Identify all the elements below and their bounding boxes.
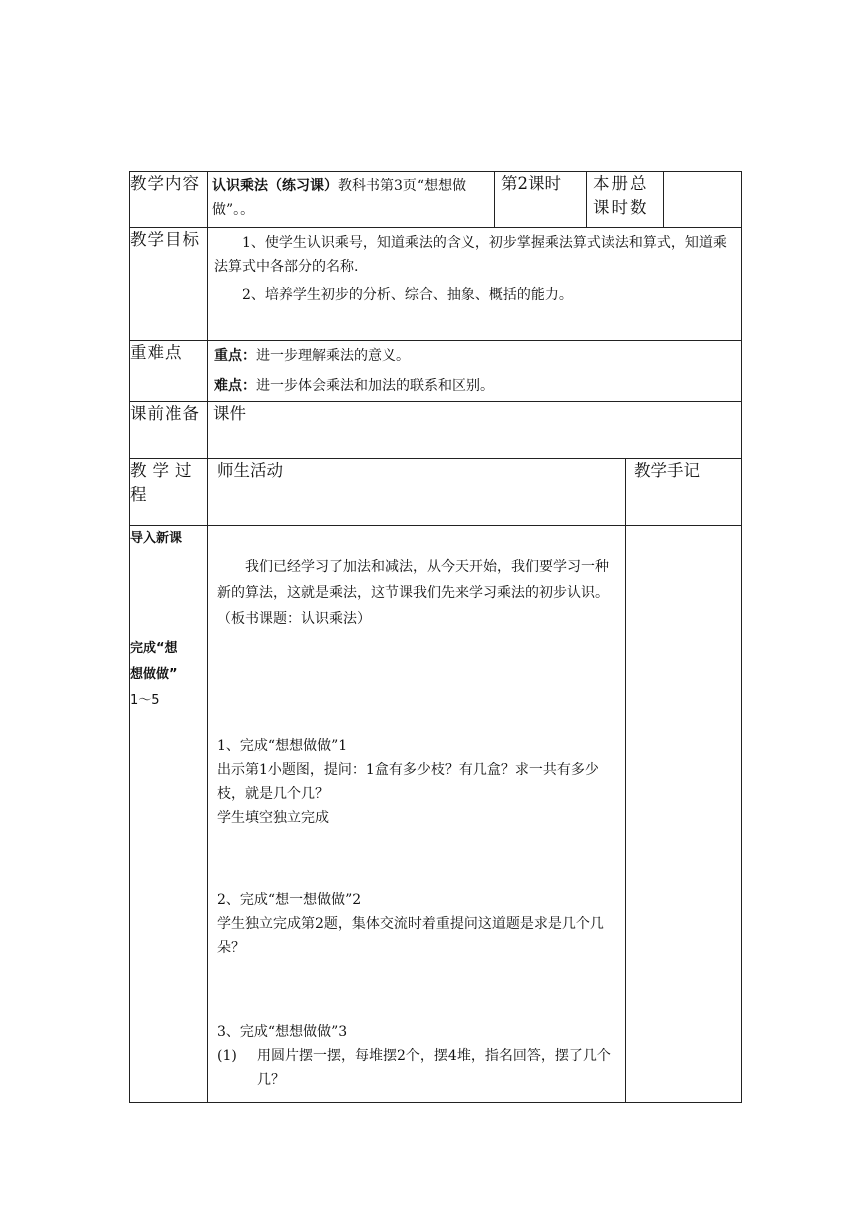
exercise-2-title: 2、完成“想一想做做”2 — [217, 892, 362, 908]
exercise-1-question: 出示第1小题图，提问：1盒有多少枝？有几盒？求一共有多少枝，就是几个几？ — [217, 762, 599, 802]
lesson-plan-table — [129, 171, 742, 1103]
key-point-text: 进一步理解乘法的意义。 — [256, 348, 410, 364]
key-point-line — [214, 344, 735, 368]
row-process-body — [130, 526, 742, 1103]
content-title-bold: 认识乘法（练习课） — [212, 178, 338, 194]
exercise-1-title: 1、完成“想想做做”1 — [217, 738, 348, 754]
section-practice-line2: 想做做” — [130, 667, 178, 682]
key-points-cell — [208, 341, 742, 402]
section-practice-line1: 完成“想 — [130, 641, 178, 656]
key-point-label: 重点： — [214, 348, 256, 364]
lesson-number: 第2课时 — [495, 172, 587, 228]
notes-header: 教学手记 — [626, 459, 742, 526]
section-practice-line3: 1～5 — [130, 693, 160, 708]
content-title-cell — [208, 172, 495, 228]
activity-body-cell — [208, 526, 626, 1103]
difficult-point-text: 进一步体会乘法和加法的联系和区别。 — [256, 378, 494, 394]
label-preparation: 课前准备 — [130, 402, 208, 459]
row-process-header — [130, 459, 742, 526]
label-teaching-content: 教学内容 — [130, 172, 208, 228]
content-title-rest: 教科书第3页“想想做做”。。 — [212, 178, 467, 218]
objectives-cell — [208, 228, 742, 341]
label-teaching-objectives: 教学目标 — [130, 228, 208, 341]
exercise-3-title: 3、完成“想想做做”3 — [217, 1024, 348, 1040]
process-sections-cell — [130, 526, 208, 1103]
notes-body-cell — [626, 526, 742, 1103]
row-teaching-content — [130, 172, 742, 228]
total-lessons-value — [664, 172, 742, 228]
label-key-points: 重难点 — [130, 341, 208, 402]
objective-2: 2、培养学生初步的分析、综合、抽象、概括的能力。 — [242, 287, 573, 303]
row-preparation — [130, 402, 742, 459]
difficult-point-line — [214, 374, 735, 398]
section-intro: 导入新课 — [130, 531, 183, 546]
objective-1: 1、使学生认识乘号，知道乘法的含义，初步掌握乘法算式读法和算式，知道乘法算式中各部分的名称. — [214, 235, 727, 275]
difficult-point-label: 难点： — [214, 378, 256, 394]
exercise-3-number: (1) — [217, 1048, 237, 1064]
row-key-points — [130, 341, 742, 402]
exercise-3-item — [217, 1044, 617, 1092]
activity-header: 师生活动 — [208, 459, 626, 526]
preparation-text: 课件 — [208, 402, 742, 459]
label-teaching-process: 教学过程 — [130, 459, 208, 526]
total-lessons-label: 本册总课时数 — [587, 172, 664, 228]
exercise-1-note: 学生填空独立完成 — [217, 810, 329, 826]
exercise-2-question: 学生独立完成第2题，集体交流时着重提问这道题是求是几个几朵？ — [217, 916, 604, 956]
row-teaching-objectives — [130, 228, 742, 341]
intro-paragraph: 我们已经学习了加法和减法，从今天开始，我们要学习一种新的算法，这就是乘法，这节课我们先来学习乘法的初步认识。（板书课题：认识乘法） — [217, 559, 609, 627]
exercise-3-question: 用圆片摆一摆，每堆摆2个，摆4堆，指名回答，摆了几个几？ — [257, 1048, 611, 1088]
